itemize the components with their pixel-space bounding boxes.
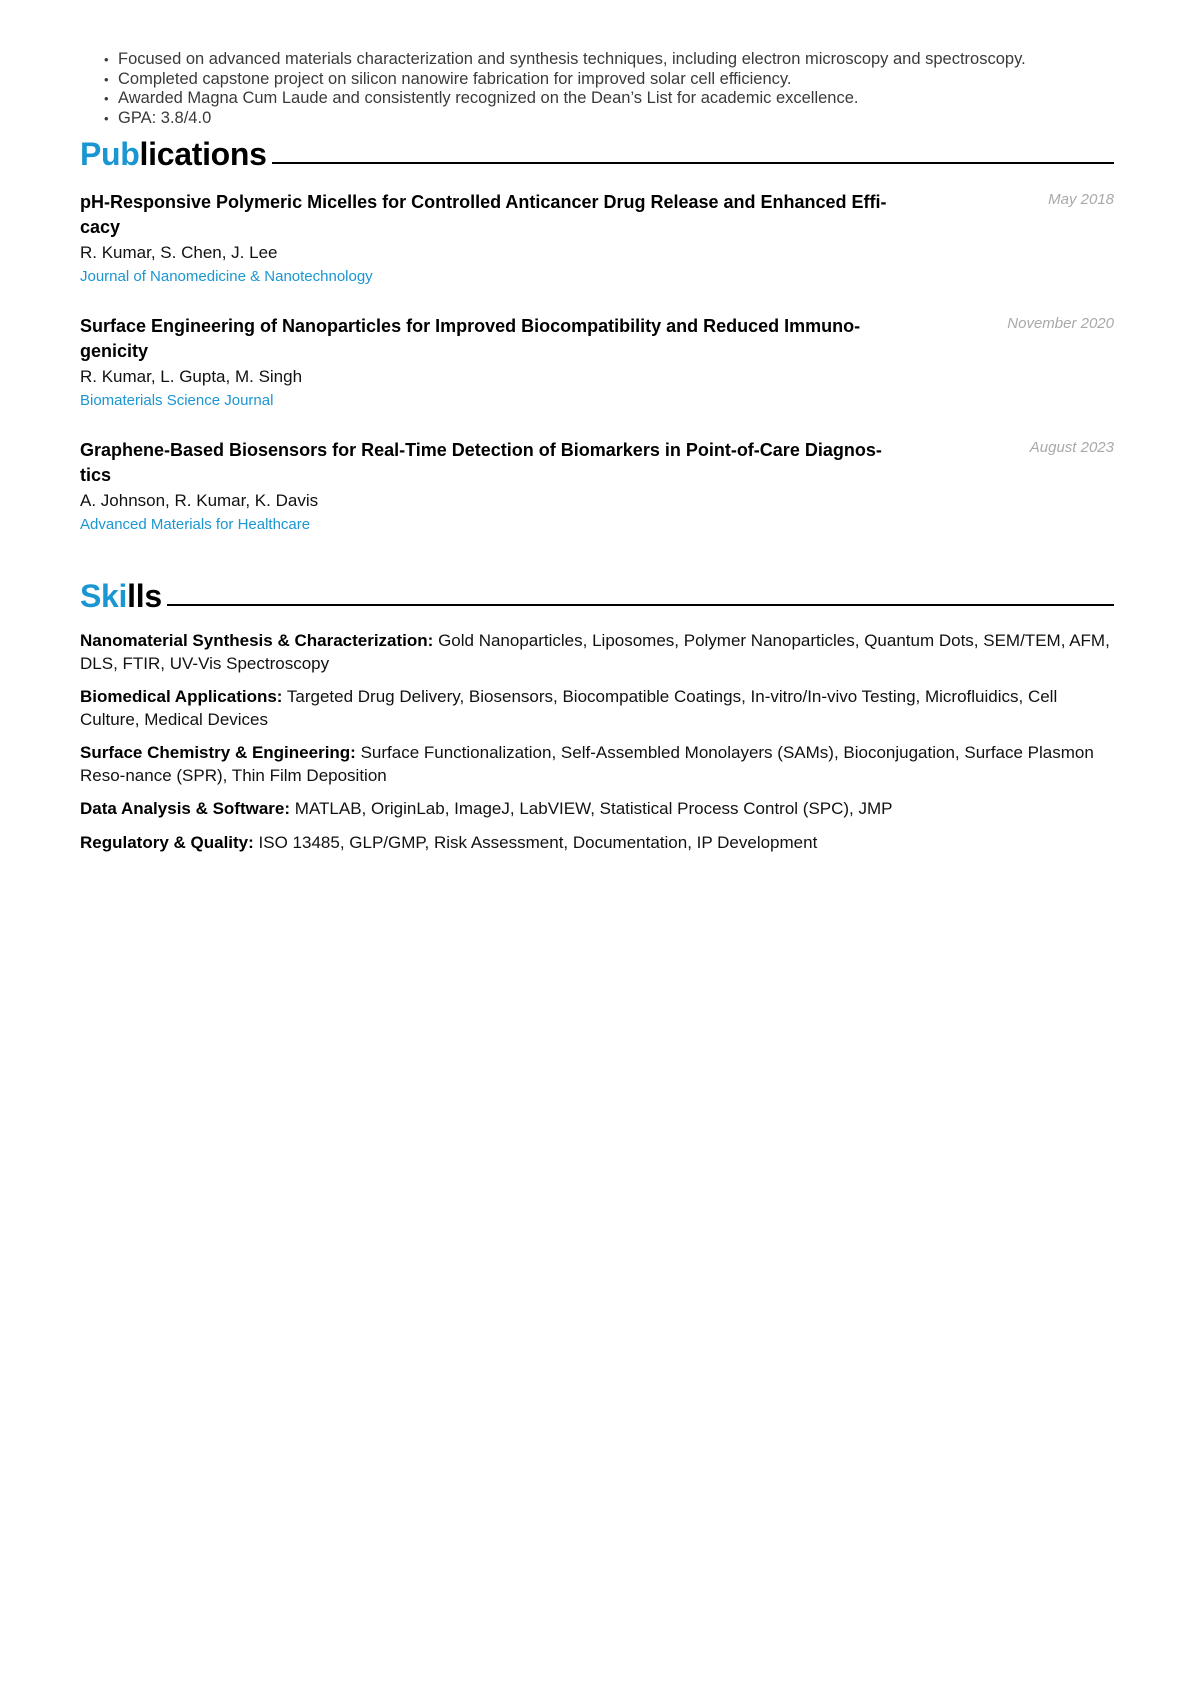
skill-row: [80, 832, 1114, 855]
publication-date: May 2018: [1048, 191, 1114, 208]
publication-list: [80, 190, 1114, 562]
publication-title: pH-Responsive Polymeric Micelles for Controlled Anticancer Drug Release and Enhanced Effi-cacy: [80, 192, 887, 237]
publication-venue-link[interactable]: Advanced Materials for Healthcare: [80, 516, 311, 533]
skill-row: [80, 686, 1114, 731]
bullet-icon: •: [104, 110, 109, 126]
education-bullet: • GPA: 3.8/4.0: [104, 108, 212, 127]
section-divider: [272, 162, 1114, 164]
skill-row: [80, 630, 1114, 675]
skill-values: Gold Nanoparticles, Liposomes, Polymer Nanoparticles, Quantum Dots, SEM/TEM, AFM, DLS, FTIR, UV-Vis Spectroscopy: [80, 631, 1110, 673]
publication-venue-link[interactable]: Journal of Nanomedicine & Nanotechnology: [80, 268, 373, 285]
skill-row: [80, 798, 1114, 821]
skill-category: Regulatory & Quality:: [80, 832, 254, 852]
publication-entry: [80, 438, 1114, 562]
publication-title: Graphene-Based Biosensors for Real-Time Detection of Biomarkers in Point-of-Care Diagnos-tics: [80, 440, 882, 485]
publication-authors: A. Johnson, R. Kumar, K. Davis: [80, 491, 319, 510]
section-divider: [167, 604, 1114, 606]
publications-section: [80, 132, 1114, 562]
education-bullet: • Focused on advanced materials characterization and synthesis techniques, including electron microscopy and spectroscopy.: [104, 50, 1026, 68]
bullet-icon: •: [104, 71, 109, 87]
publication-entry: [80, 314, 1114, 438]
publication-venue-link[interactable]: Biomaterials Science Journal: [80, 392, 274, 409]
section-title: [80, 578, 162, 614]
section-title-accent: Ski: [80, 578, 128, 614]
resume-page: [80, 50, 1114, 865]
education-bullet: • Awarded Magna Cum Laude and consistently recognized on the Dean’s List for academic excellence.: [104, 89, 859, 107]
skills-list: [80, 630, 1114, 854]
publication-date: August 2023: [1029, 439, 1114, 456]
publication-authors: R. Kumar, L. Gupta, M. Singh: [80, 367, 303, 386]
skill-category: Surface Chemistry & Engineering:: [80, 743, 356, 762]
bullet-icon: •: [104, 91, 109, 106]
skill-values: ISO 13485, GLP/GMP, Risk Assessment, Documentation, IP Development: [258, 832, 818, 852]
publications-heading: [80, 132, 1114, 172]
skill-category: Biomedical Applications:: [80, 687, 283, 706]
education-bullet-list: [80, 50, 1114, 128]
publication-title: Surface Engineering of Nanoparticles for Improved Biocompatibility and Reduced Immuno-genicity: [80, 316, 861, 361]
skill-row: [80, 742, 1114, 787]
bullet-icon: •: [104, 52, 109, 67]
skills-heading: [80, 574, 1114, 614]
section-title-rest: lls: [127, 578, 162, 614]
section-title: [80, 136, 267, 172]
skill-values: Targeted Drug Delivery, Biosensors, Biocompatible Coatings, In-vitro/In-vivo Testing, Microfluidics, Cell Culture, Medical Devices: [80, 687, 1058, 729]
skill-values: MATLAB, OriginLab, ImageJ, LabVIEW, Statistical Process Control (SPC), JMP: [294, 799, 893, 818]
publication-authors: R. Kumar, S. Chen, J. Lee: [80, 243, 278, 262]
publication-date: November 2020: [1007, 315, 1114, 332]
skill-values: Surface Functionalization, Self-Assembled Monolayers (SAMs), Bioconjugation, Surface Plasmon Reso-nance (SPR), Thin Film Deposition: [80, 743, 1094, 785]
publication-entry: [80, 190, 1114, 314]
section-title-accent: Pub: [80, 136, 140, 172]
section-title-rest: lications: [139, 136, 267, 172]
skill-category: Nanomaterial Synthesis & Characterization:: [80, 631, 434, 650]
skill-category: Data Analysis & Software:: [80, 799, 291, 818]
skills-section: [80, 574, 1114, 854]
education-bullet: • Completed capstone project on silicon nanowire fabrication for improved solar cell efficiency.: [104, 69, 792, 88]
